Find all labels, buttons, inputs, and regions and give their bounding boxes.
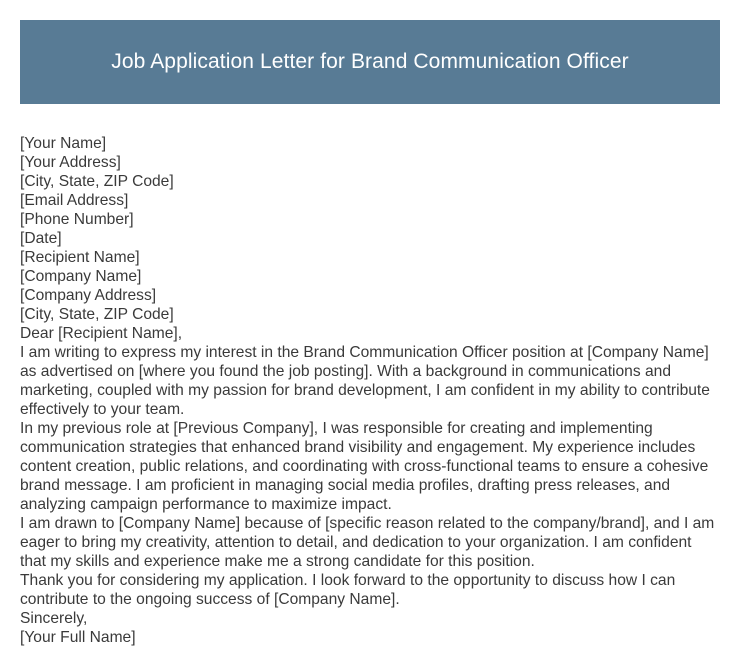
recipient-city-state-zip: [City, State, ZIP Code] [20,306,174,323]
recipient-company: [Company Name] [20,268,142,285]
closing: Sincerely, [20,610,88,627]
sender-city-state-zip: [City, State, ZIP Code] [20,173,174,190]
recipient-name: [Recipient Name] [20,249,140,266]
page-title: Job Application Letter for Brand Communication Officer [111,50,629,73]
sender-address: [Your Address] [20,154,121,171]
paragraph-experience: In my previous role at [Previous Company], I was responsible for creating and implementing communication strategies that enhanced brand visibility and engagement. My experience includes content creation, public relations, and coordinating with cross-functional teams to ensure a cohesive brand message. I am proficient in managing social media profiles, drafting press releases, and analyzing campaign performance to maximize impact. [20,420,709,513]
sender-phone: [Phone Number] [20,211,134,228]
salutation: Dear [Recipient Name], [20,325,183,342]
sender-name: [Your Name] [20,135,107,152]
sender-email: [Email Address] [20,192,129,209]
title-banner [20,20,720,104]
signature: [Your Full Name] [20,629,136,646]
letter-date: [Date] [20,230,62,247]
paragraph-motivation: I am drawn to [Company Name] because of [specific reason related to the company/brand], and I am eager to bring my creativity, attention to detail, and dedication to your organization. I am confident that my skills and experience make me a strong candidate for this position. [20,515,715,570]
paragraph-thanks: Thank you for considering my application. I look forward to the opportunity to discuss how I can contribute to the ongoing success of [Company Name]. [20,572,676,608]
paragraph-intro: I am writing to express my interest in the Brand Communication Officer position at [Company Name] as advertised on [where you found the job posting]. With a background in communications and marketing, coupled with my passion for brand development, I am confident in my ability to contribute effectively to your team. [20,344,710,418]
letter-body [20,134,720,647]
recipient-address: [Company Address] [20,287,157,304]
